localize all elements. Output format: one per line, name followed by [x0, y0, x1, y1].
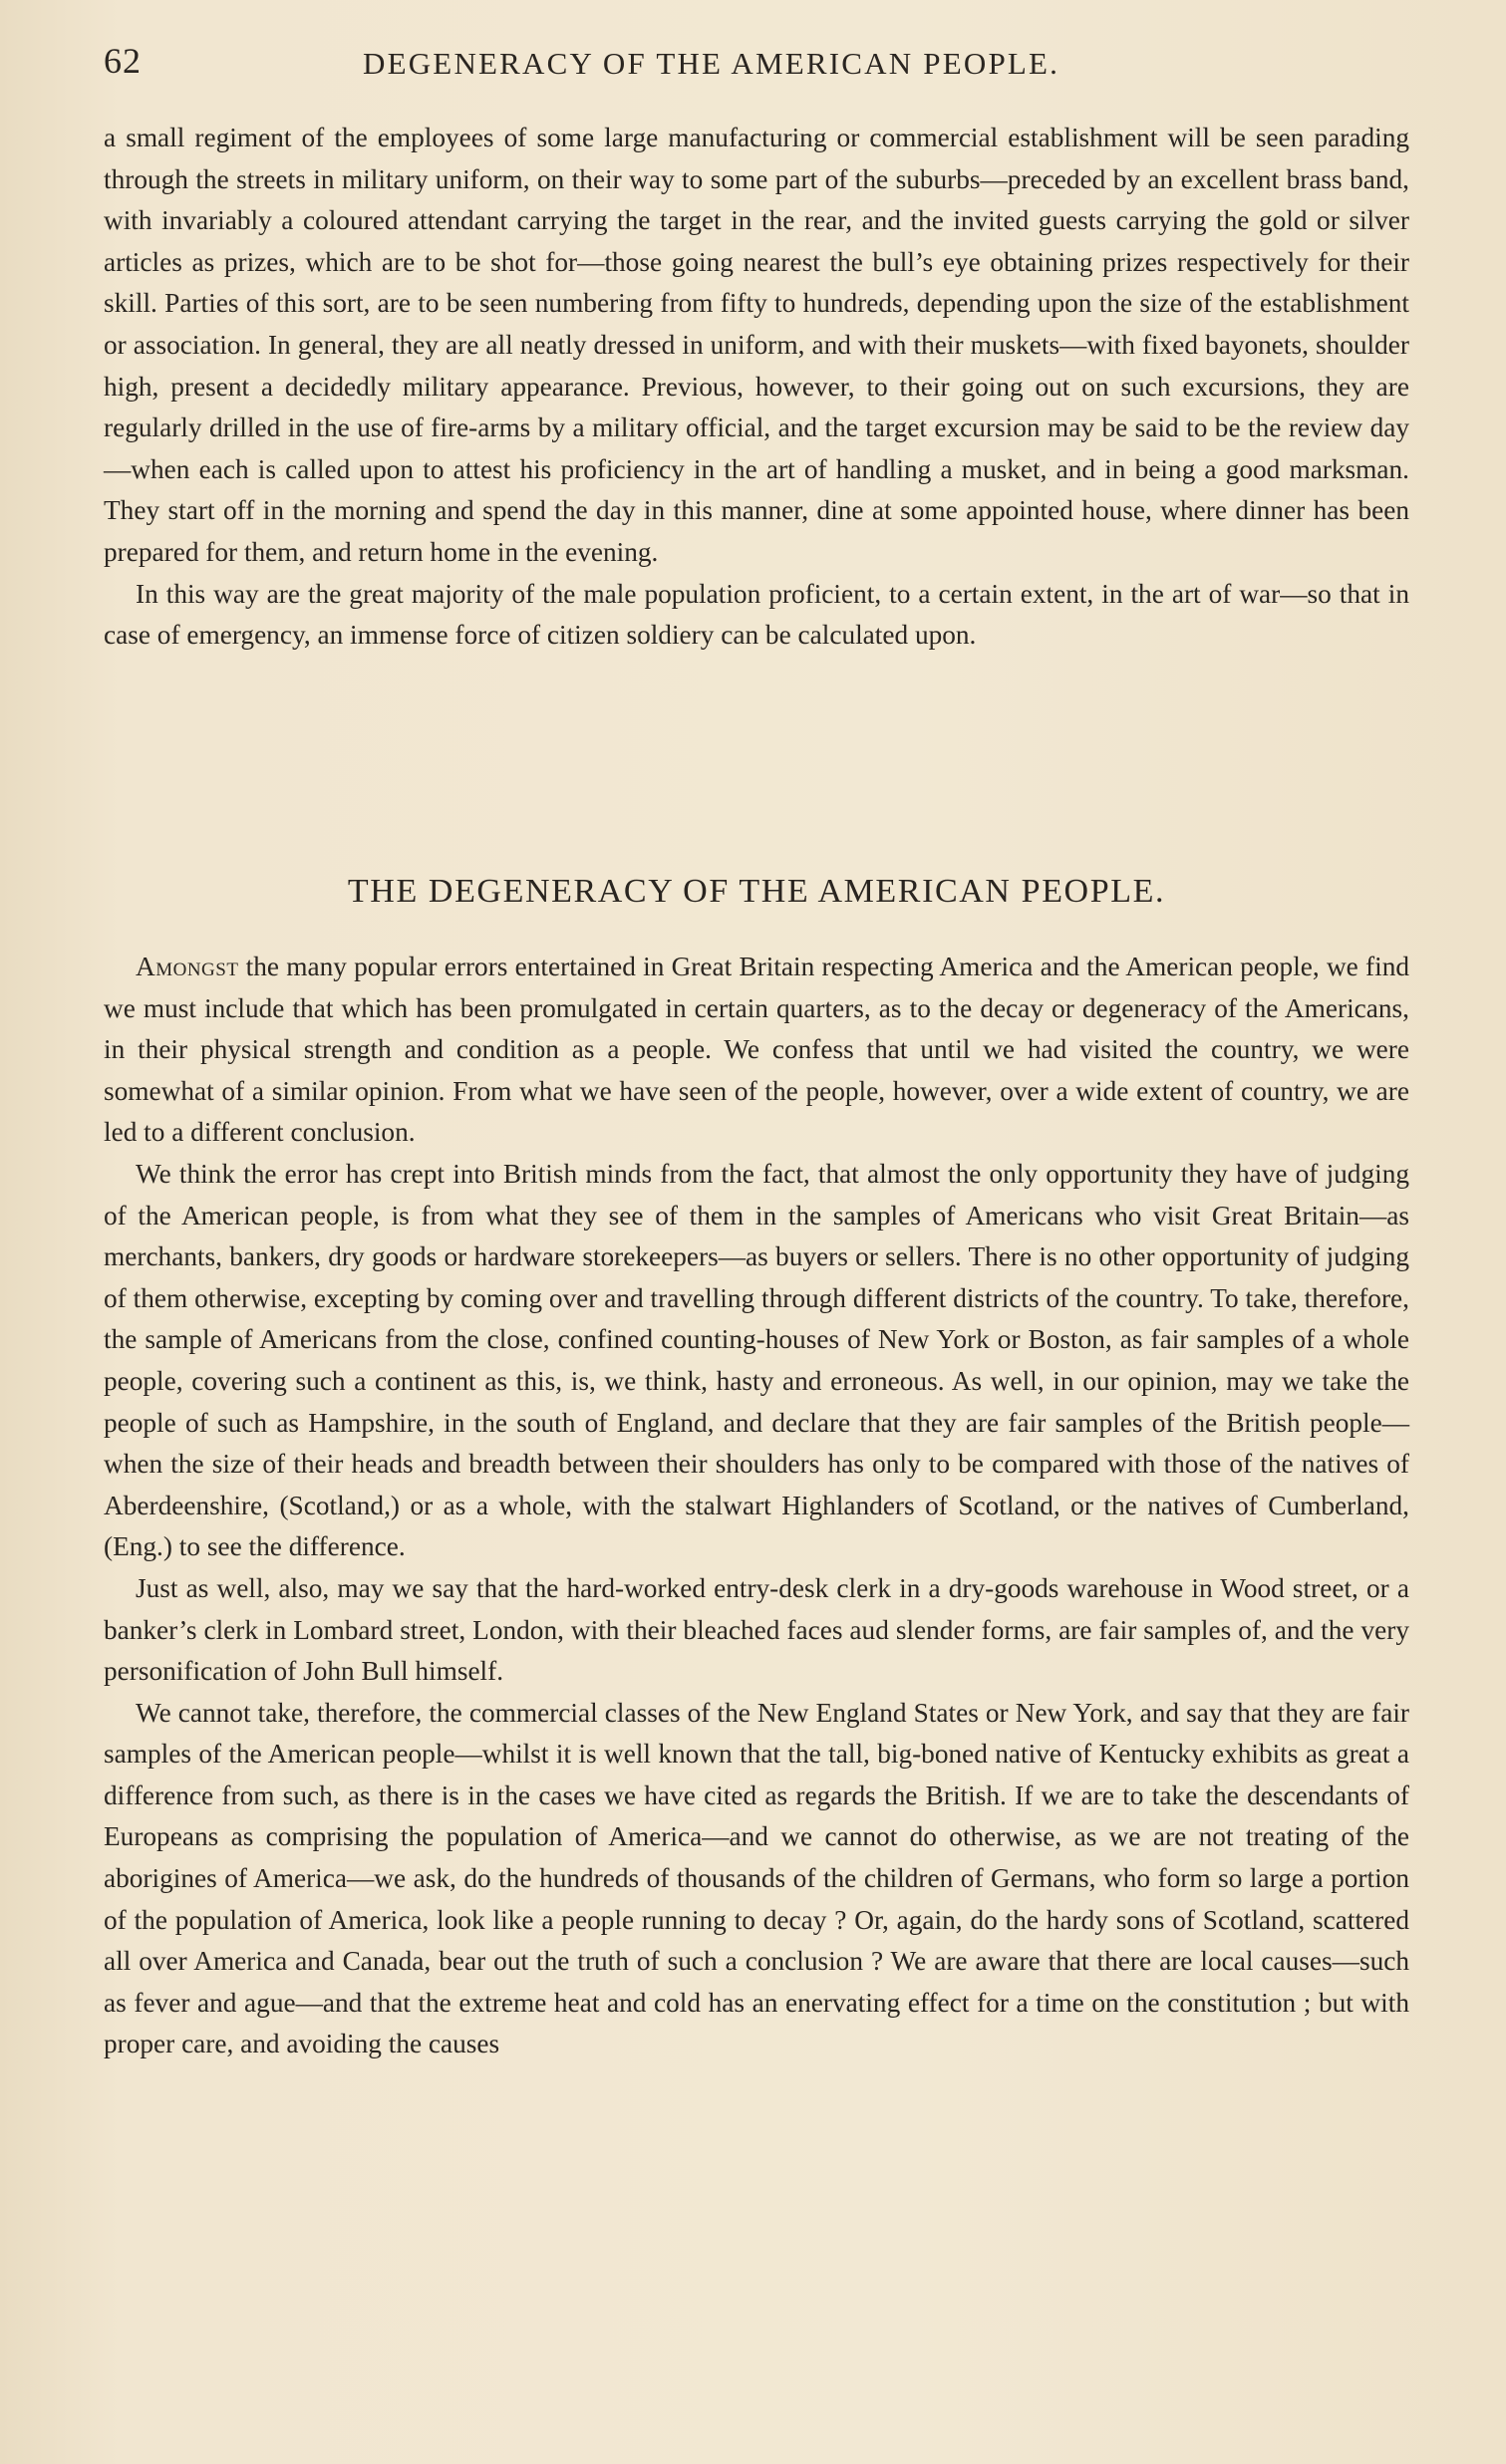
paragraph-text: the many popular errors entertained in Great Britain respecting America and the American people, we find we must include that which has been promulgated in certain quarters, as to the decay or degeneracy of the Americans, in their physical strength and condition as a people. We confess that until we had visited the country, we were somewhat of a similar opinion. From what we have seen of the people, however, over a wide extent of country, we are led to a different conclusion. [104, 952, 1409, 1148]
paragraph: Just as well, also, may we say that the hard-worked entry-desk clerk in a dry-goods warehouse in Wood street, or a banker’s clerk in Lombard street, London, with their bleached faces aud slender forms, are fair samples of, and the very personification of John Bull himself. [104, 1572, 1409, 1687]
article-title: THE DEGENERACY OF THE AMERICAN PEOPLE. [347, 873, 1166, 910]
paragraph: a small regiment of the employees of some large manufacturing or commercial establishment will be seen parading through the streets in military uniform, on their way to some part of the suburbs—preceded by an excellent brass band, with invariably a coloured attendant carrying the target in the rear, and the invited guests carrying the gold or silver articles as prizes, which are to be shot for—those going nearest the bull’s eye obtaining prizes respectively for their skill. Parties of this sort, are to be seen numbering from fifty to hundreds, depending upon the size of the establishment or association. In general, they are all neatly dressed in uniform, and with their muskets—with fixed bayonets, shoulder high, present a decidedly military appearance. Previous, however, to their going out on such excursions, they are regularly drilled in the use of fire-arms by a military official, and the target excursion may be said to be the review day—when each is called upon to attest his proficiency in the art of handling a musket, and in being a good marksman. They start off in the morning and spend the day in this manner, dine at some appointed house, where dinner has been prepared for them, and return home in the evening. [104, 123, 1409, 567]
lead-word: Amongst [136, 952, 239, 981]
previous-article-text [104, 118, 1409, 657]
article-body [104, 947, 1409, 2065]
paragraph: We think the error has crept into British minds from the fact, that almost the only opportunity they have of judging of the American people, is from what they see of them in the samples of Americans who visit Great Britain—as merchants, bankers, dry goods or hardware storekeepers—as buyers or sellers. There is no other opportunity of judging of them otherwise, excepting by coming over and travelling through different districts of the country. To take, therefore, the sample of Americans from the close, confined counting-houses of New York or Boston, as fair samples of a whole people, covering such a continent as this, is, we think, hasty and erroneous. As well, in our opinion, may we take the people of such as Hampshire, in the south of England, and declare that they are fair samples of the British people—when the size of their heads and breadth between their shoulders has only to be compared with those of the natives of Aberdeenshire, (Scotland,) or as a whole, with the stalwart Highlanders of Scotland, or the natives of Cumberland, (Eng.) to see the difference. [104, 1158, 1409, 1562]
page-number: 62 [104, 41, 142, 81]
paragraph: In this way are the great majority of the male population proficient, to a certain extent, in the art of war—so that in case of emergency, an immense force of citizen soldiery can be calculated upon. [104, 578, 1409, 651]
running-head [104, 40, 1419, 90]
paragraph [104, 947, 1409, 1154]
paragraph: We cannot take, therefore, the commercial classes of the New England States or New York, and say that they are fair samples of the American people—whilst it is well known that the tall, big-boned native of Kentucky exhibits as great a difference from such, as there is in the cases we have cited as regards the British. If we are to take the descendants of Europeans as comprising the population of America—and we cannot do otherwise, as we are not treating of the aborigines of America—we ask, do the hundreds of thousands of the children of Germans, who form so large a portion of the population of America, look like a people running to decay ? Or, again, do the hardy sons of Scotland, scattered all over America and Canada, bear out the truth of such a conclusion ? We are aware that there are local causes—such as fever and ague—and that the extreme heat and cold has an enervating effect for a time on the constitution ; but with proper care, and avoiding the causes [104, 1697, 1409, 2059]
running-title: DEGENERACY OF THE AMERICAN PEOPLE. [363, 46, 1060, 81]
